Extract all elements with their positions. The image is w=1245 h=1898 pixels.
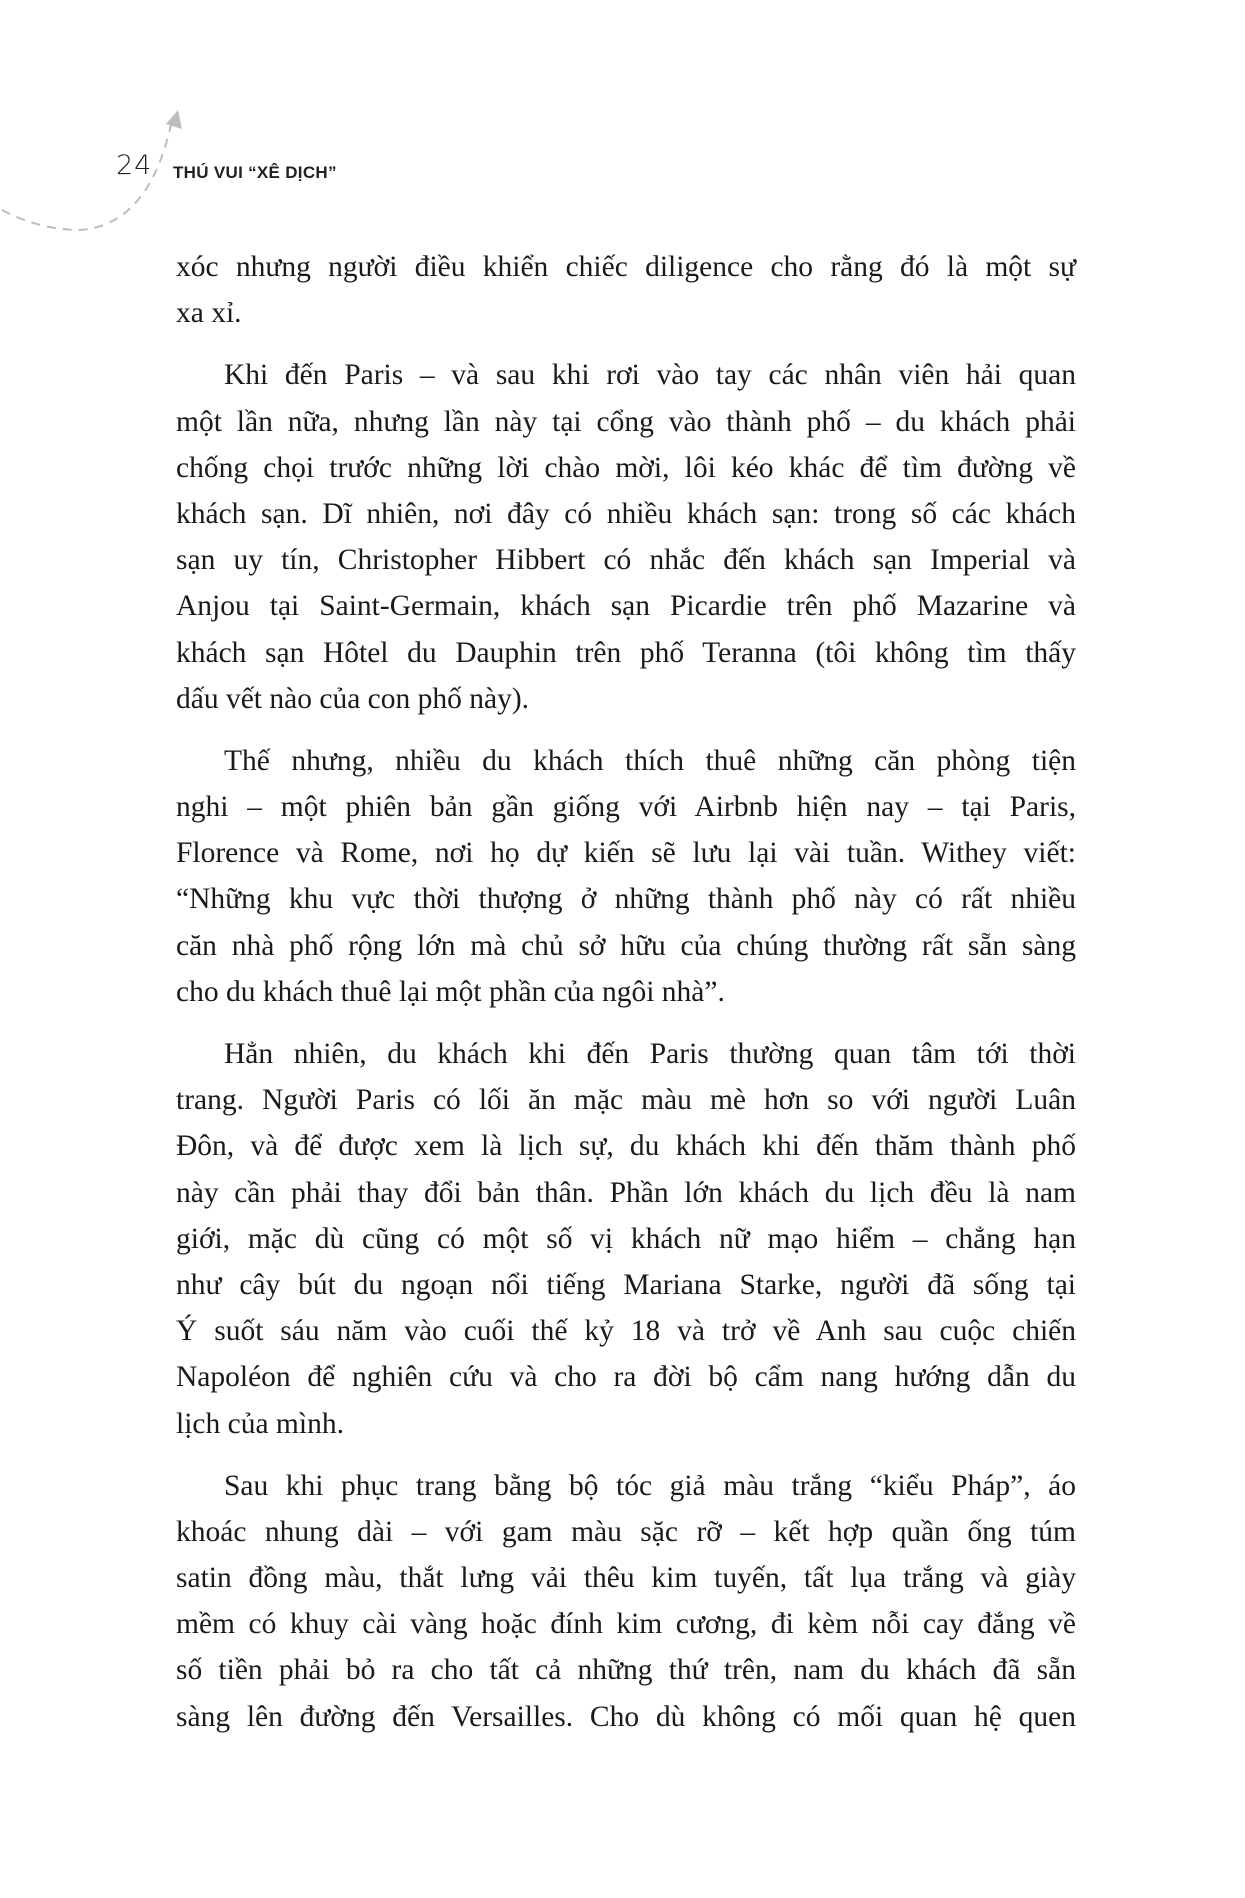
text-line: một lần nữa, nhưng lần này tại cổng vào thành phố – du khách phải [176, 405, 1076, 438]
text-line: Sau khi phục trang bằng bộ tóc giả màu trắng “kiểu Pháp”, áo [224, 1469, 1076, 1502]
text-line: xa xỉ. [176, 297, 242, 330]
text-line: trang. Người Paris có lối ăn mặc màu mè hơn so với người Luân [176, 1084, 1076, 1117]
text-line: dấu vết nào của con phố này). [176, 682, 530, 715]
text-line: khách sạn Hôtel du Dauphin trên phố Teranna (tôi không tìm thấy [176, 636, 1076, 669]
paragraph [176, 1031, 1076, 1447]
paragraph [176, 738, 1076, 1015]
text-line: cho du khách thuê lại một phần của ngôi nhà”. [176, 975, 725, 1008]
text-line: số tiền phải bỏ ra cho tất cả những thứ trên, nam du khách đã sẵn [176, 1654, 1076, 1687]
text-line: Ý suốt sáu năm vào cuối thế kỷ 18 và trở về Anh sau cuộc chiến [176, 1315, 1076, 1348]
text-line: Đôn, và để được xem là lịch sự, du khách khi đến thăm thành phố [176, 1130, 1076, 1163]
text-line: xóc nhưng người điều khiển chiếc diligence cho rằng đó là một sự [176, 251, 1076, 283]
dashed-arrow-icon [0, 100, 200, 240]
text-line: căn nhà phố rộng lớn mà chủ sở hữu của chúng thường rất sẵn sàng [176, 929, 1076, 962]
body-text [176, 244, 1076, 1756]
page-number: 24 [116, 150, 153, 181]
text-line: Napoléon để nghiên cứu và cho ra đời bộ cẩm nang hướng dẫn du [176, 1361, 1076, 1394]
text-line: mềm có khuy cài vàng hoặc đính kim cương, đi kèm nỗi cay đắng về [176, 1608, 1076, 1641]
text-line: Florence và Rome, nơi họ dự kiến sẽ lưu lại vài tuần. Withey viết: [176, 837, 1076, 870]
text-line: nghi – một phiên bản gần giống với Airbnb hiện nay – tại Paris, [176, 791, 1076, 824]
text-line: sàng lên đường đến Versailles. Cho dù không có mối quan hệ quen [176, 1700, 1076, 1733]
text-line: khoác nhung dài – với gam màu sặc rỡ – kết hợp quần ống túm [176, 1515, 1076, 1548]
text-line: Hẳn nhiên, du khách khi đến Paris thường quan tâm tới thời [224, 1038, 1076, 1070]
running-title: THÚ VUI “XÊ DỊCH” [173, 163, 337, 182]
text-line: satin đồng màu, thắt lưng vải thêu kim tuyến, tất lụa trắng và giày [176, 1562, 1076, 1595]
paragraph [176, 352, 1076, 722]
text-line: này cần phải thay đổi bản thân. Phần lớn khách du lịch đều là nam [176, 1176, 1076, 1209]
paragraph [176, 244, 1076, 336]
text-line: Thế nhưng, nhiều du khách thích thuê những căn phòng tiện [224, 744, 1076, 777]
text-line: “Những khu vực thời thượng ở những thành phố này có rất nhiều [176, 883, 1076, 916]
text-line: chống chọi trước những lời chào mời, lôi kéo khác để tìm đường về [176, 451, 1076, 484]
text-line: Khi đến Paris – và sau khi rơi vào tay các nhân viên hải quan [224, 359, 1076, 392]
text-line: sạn uy tín, Christopher Hibbert có nhắc đến khách sạn Imperial và [176, 544, 1076, 577]
text-line: như cây bút du ngoạn nổi tiếng Mariana Starke, người đã sống tại [176, 1268, 1076, 1301]
text-line: Anjou tại Saint-Germain, khách sạn Picardie trên phố Mazarine và [176, 590, 1076, 623]
text-line: lịch của mình. [176, 1407, 344, 1440]
text-line: khách sạn. Dĩ nhiên, nơi đây có nhiều khách sạn: trong số các khách [176, 497, 1076, 530]
paragraph [176, 1463, 1076, 1740]
text-line: giới, mặc dù cũng có một số vị khách nữ mạo hiểm – chẳng hạn [176, 1222, 1076, 1255]
